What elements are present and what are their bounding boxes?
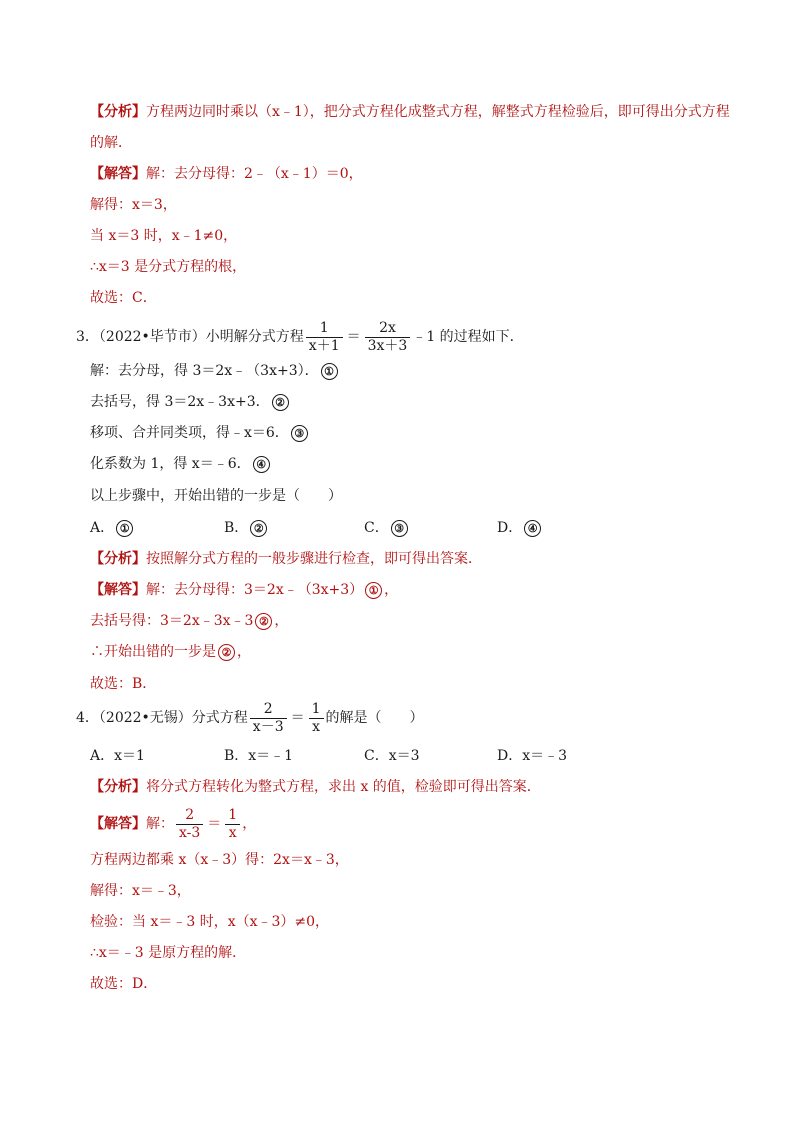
option-mark: ④: [524, 520, 541, 537]
answer-tag: 【解答】: [90, 582, 146, 598]
q4-fraction-1-den: x－3: [250, 718, 287, 736]
q4-option-b[interactable]: B．x＝﹣1: [224, 748, 294, 764]
q4-equals: ＝: [290, 710, 305, 726]
q4-solve-line: 解得：x＝﹣3，: [90, 883, 191, 899]
q2-analysis-text-cont: 的解．: [90, 135, 132, 151]
q4-fraction-2: [309, 701, 324, 736]
option-letter: C．: [364, 520, 389, 536]
q3-step-3-text: 移项、合并同类项，得﹣x＝6．: [90, 425, 289, 441]
q3-equals: ＝: [346, 329, 361, 345]
q4-multiply-line: 方程两边都乘 x（x﹣3）得：2x＝x﹣3，: [90, 852, 349, 868]
q2-answer-line: [90, 164, 363, 184]
q4-option-c[interactable]: C．x＝3: [364, 748, 420, 764]
q3-step-1: [90, 361, 340, 381]
q3-step-2-text: 去括号，得 3＝2x﹣3x+3．: [90, 394, 270, 410]
q3-error-end: ，: [237, 644, 251, 660]
analysis-tag: 【分析】: [90, 104, 146, 120]
q2-root-line: ∴x＝3 是分式方程的根，: [90, 259, 247, 275]
q4-answer-fraction-1: [176, 807, 203, 842]
answer-tag: 【解答】: [90, 166, 146, 182]
q4-answer-fraction-2-den: x: [225, 824, 240, 842]
q3-error-text: ∴开始出错的一步是: [90, 644, 216, 660]
q4-fraction-2-num: 1: [311, 700, 321, 717]
q3-bracket-text: 去括号得：3＝2x﹣3x﹣3: [90, 613, 254, 629]
q4-analysis-line: [90, 777, 541, 797]
q3-answer-line: [90, 580, 398, 600]
q4-root-line: ∴x＝﹣3 是原方程的解．: [90, 945, 247, 961]
step-marker-3: ③: [291, 425, 308, 442]
q4-option-d[interactable]: D．x＝﹣3: [497, 748, 568, 764]
q3-answer-end: ，: [384, 582, 399, 598]
answer-step-marker-1: ①: [365, 582, 382, 599]
option-letter: D．: [497, 520, 523, 536]
q4-stem: [76, 698, 424, 738]
option-mark: ②: [250, 520, 267, 537]
option-letter: A．: [90, 520, 115, 536]
q3-step-2: [90, 392, 291, 412]
q3-fraction-1-den: x＋1: [306, 337, 343, 355]
q4-prefix: 4．（2022•无锡）分式方程: [76, 710, 248, 726]
q2-check-line: 当 x＝3 时，x﹣1≠0，: [90, 228, 238, 244]
q3-option-a[interactable]: [90, 518, 135, 538]
q2-choice-line: 故选：C．: [90, 290, 157, 306]
q3-stem: [76, 317, 524, 357]
q4-fraction-1: [250, 701, 287, 736]
q4-analysis-text: 将分式方程转化为整式方程，求出 x 的值，检验即可得出答案．: [146, 779, 541, 795]
q4-fraction-2-den: x: [309, 718, 324, 736]
q4-fraction-1-num: 2: [263, 700, 273, 717]
q4-answer-prefix: 解：: [146, 816, 174, 832]
q4-answer-line: [90, 804, 256, 844]
q3-step-1-text: 解：去分母，得 3＝2x﹣（3x+3）．: [90, 363, 319, 379]
q3-step-4-text: 化系数为 1，得 x＝﹣6．: [90, 456, 251, 472]
analysis-tag: 【分析】: [90, 551, 146, 567]
q3-error-line: [90, 642, 251, 662]
q4-answer-end: ，: [242, 816, 257, 832]
q4-choice-line: 故选：D．: [90, 976, 158, 992]
q4-answer-fraction-2: [225, 807, 240, 842]
analysis-tag: 【分析】: [90, 779, 146, 795]
q4-check-line: 检验：当 x＝﹣3 时，x（x﹣3）≠0，: [90, 914, 330, 930]
option-letter: B．: [224, 520, 249, 536]
answer-step-marker-2b: ②: [218, 644, 235, 661]
q3-step-4: [90, 454, 272, 474]
q3-analysis-line: [90, 549, 482, 569]
option-mark: ①: [116, 520, 133, 537]
step-marker-1: ①: [321, 363, 338, 380]
q3-fraction-2: [365, 320, 411, 355]
q3-fraction-1-num: 1: [319, 319, 329, 336]
q2-solve-line: 解得：x＝3，: [90, 197, 177, 213]
q3-suffix: ﹣1 的过程如下．: [412, 329, 524, 345]
q3-fraction-2-den: 3x＋3: [365, 337, 411, 355]
q3-step-3: [90, 423, 310, 443]
q3-fraction-2-num: 2x: [379, 319, 396, 336]
q4-answer-fraction-1-den: x-3: [176, 824, 203, 842]
q3-choice-line: 故选：B．: [90, 676, 157, 692]
q3-option-c[interactable]: [364, 518, 410, 538]
q2-answer-text: 解：去分母得：2﹣（x﹣1）＝0，: [146, 166, 363, 182]
q3-option-b[interactable]: [224, 518, 269, 538]
q2-analysis-line: [90, 102, 730, 122]
option-mark: ③: [391, 520, 408, 537]
answer-tag: 【解答】: [90, 816, 146, 832]
q4-option-a[interactable]: A．x＝1: [90, 748, 145, 764]
q4-answer-fraction-1-num: 2: [185, 806, 195, 823]
q4-suffix: 的解是（ ）: [325, 710, 424, 726]
q3-bracket-line: [90, 611, 288, 631]
q3-fraction-1: [306, 320, 343, 355]
q3-analysis-text: 按照解分式方程的一般步骤进行检查，即可得出答案．: [146, 551, 482, 567]
q3-bracket-end: ，: [274, 613, 289, 629]
q3-option-d[interactable]: [497, 518, 543, 538]
q3-prefix: 3．（2022•毕节市）小明解分式方程: [76, 329, 304, 345]
answer-step-marker-2: ②: [255, 613, 272, 630]
q2-analysis-text: 方程两边同时乘以（x﹣1），把分式方程化成整式方程，解整式方程检验后，即可得出分式方程: [146, 104, 730, 120]
q3-answer-text: 解：去分母得：3＝2x﹣（3x+3）: [146, 582, 364, 598]
step-marker-2: ②: [272, 394, 289, 411]
q3-question: 以上步骤中，开始出错的一步是（ ）: [90, 488, 342, 504]
q4-answer-equals: ＝: [207, 816, 222, 832]
step-marker-4: ④: [253, 456, 270, 473]
q4-answer-fraction-2-num: 1: [228, 806, 238, 823]
